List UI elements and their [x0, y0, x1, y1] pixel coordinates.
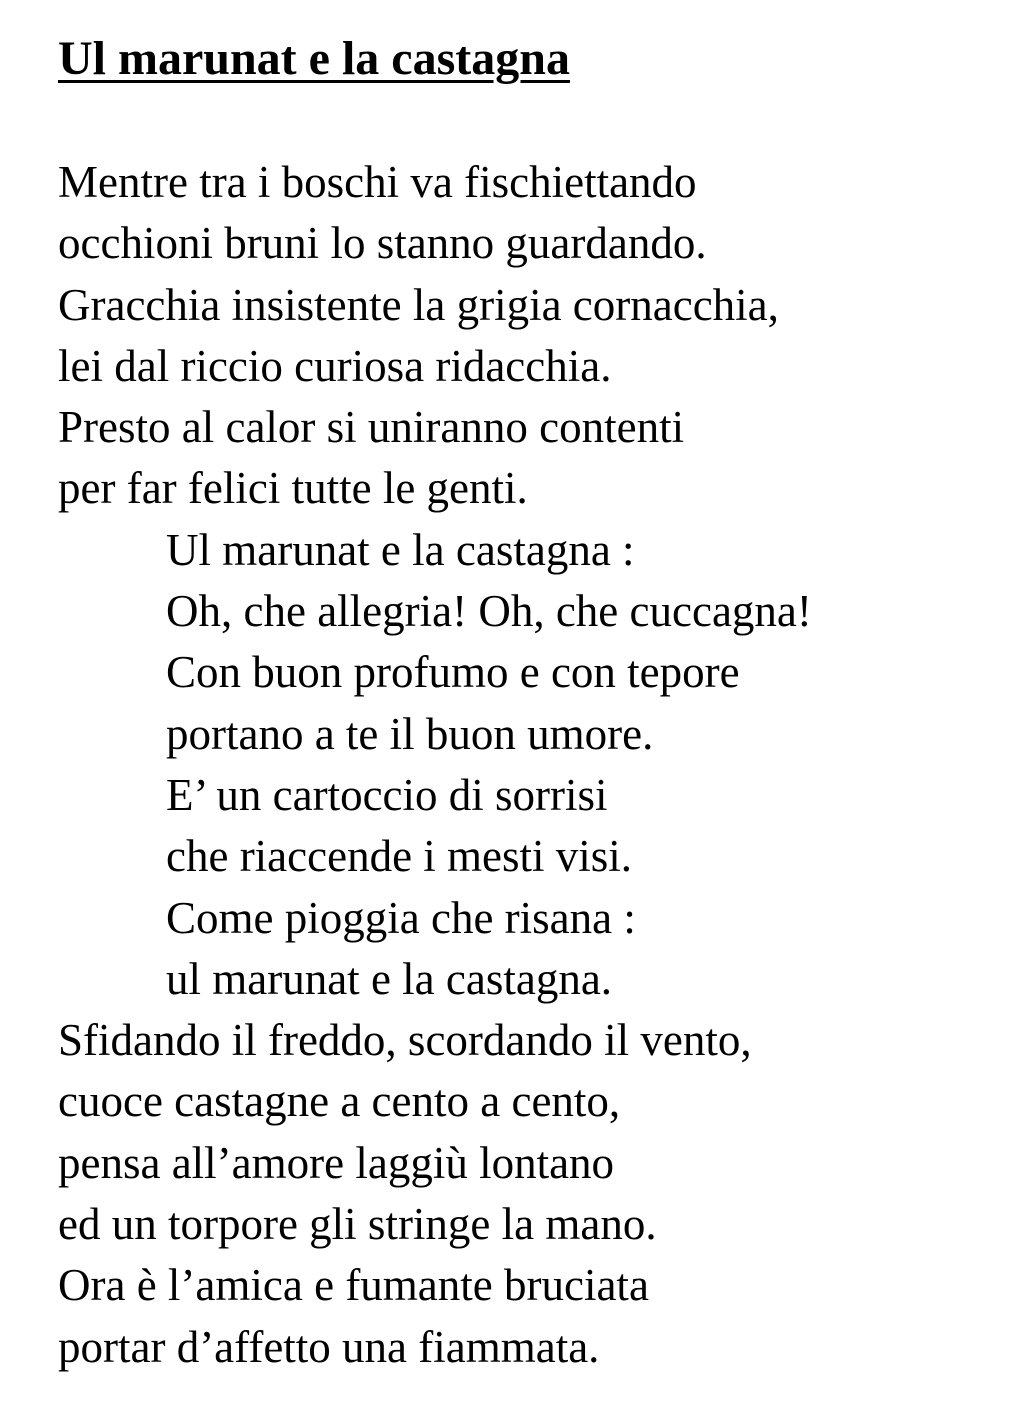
poem-line: portar d’affetto una fiammata.: [58, 1321, 600, 1372]
poem-line: ed un torpore gli stringe la mano.: [58, 1199, 657, 1250]
poem-title: Ul marunat e la castagna: [58, 32, 570, 85]
poem-line: occhioni bruni lo stanno guardando.: [58, 218, 707, 269]
poem-refrain-line: Come pioggia che risana :: [166, 892, 636, 943]
poem-line: Presto al calor si uniranno contenti: [58, 402, 685, 453]
poem-refrain-line: Con buon profumo e con tepore: [166, 647, 740, 698]
poem-line: Ora è l’amica e fumante bruciata: [58, 1260, 649, 1311]
poem-line: per far felici tutte le genti.: [58, 463, 528, 514]
poem-line: Mentre tra i boschi va fischiettando: [58, 157, 697, 207]
poem-refrain-line: che riaccende i mesti visi.: [166, 831, 633, 882]
poem-line: cuoce castagne a cento a cento,: [58, 1076, 621, 1127]
poem-refrain-line: Ul marunat e la castagna :: [166, 524, 635, 575]
poem-line: lei dal riccio curiosa ridacchia.: [58, 340, 612, 391]
poem-line: pensa all’amore laggiù lontano: [58, 1137, 615, 1188]
poem-refrain-line: Oh, che allegria! Oh, che cuccagna!: [166, 586, 812, 637]
poem-refrain-line: E’ un cartoccio di sorrisi: [166, 769, 608, 820]
poem-refrain-line: ul marunat e la castagna.: [166, 953, 613, 1004]
poem-line: Sfidando il freddo, scordando il vento,: [58, 1015, 752, 1066]
poem-body: [58, 152, 812, 1378]
poem-refrain-line: portano a te il buon umore.: [166, 708, 654, 759]
poem-line: Gracchia insistente la grigia cornacchia,: [58, 279, 779, 330]
